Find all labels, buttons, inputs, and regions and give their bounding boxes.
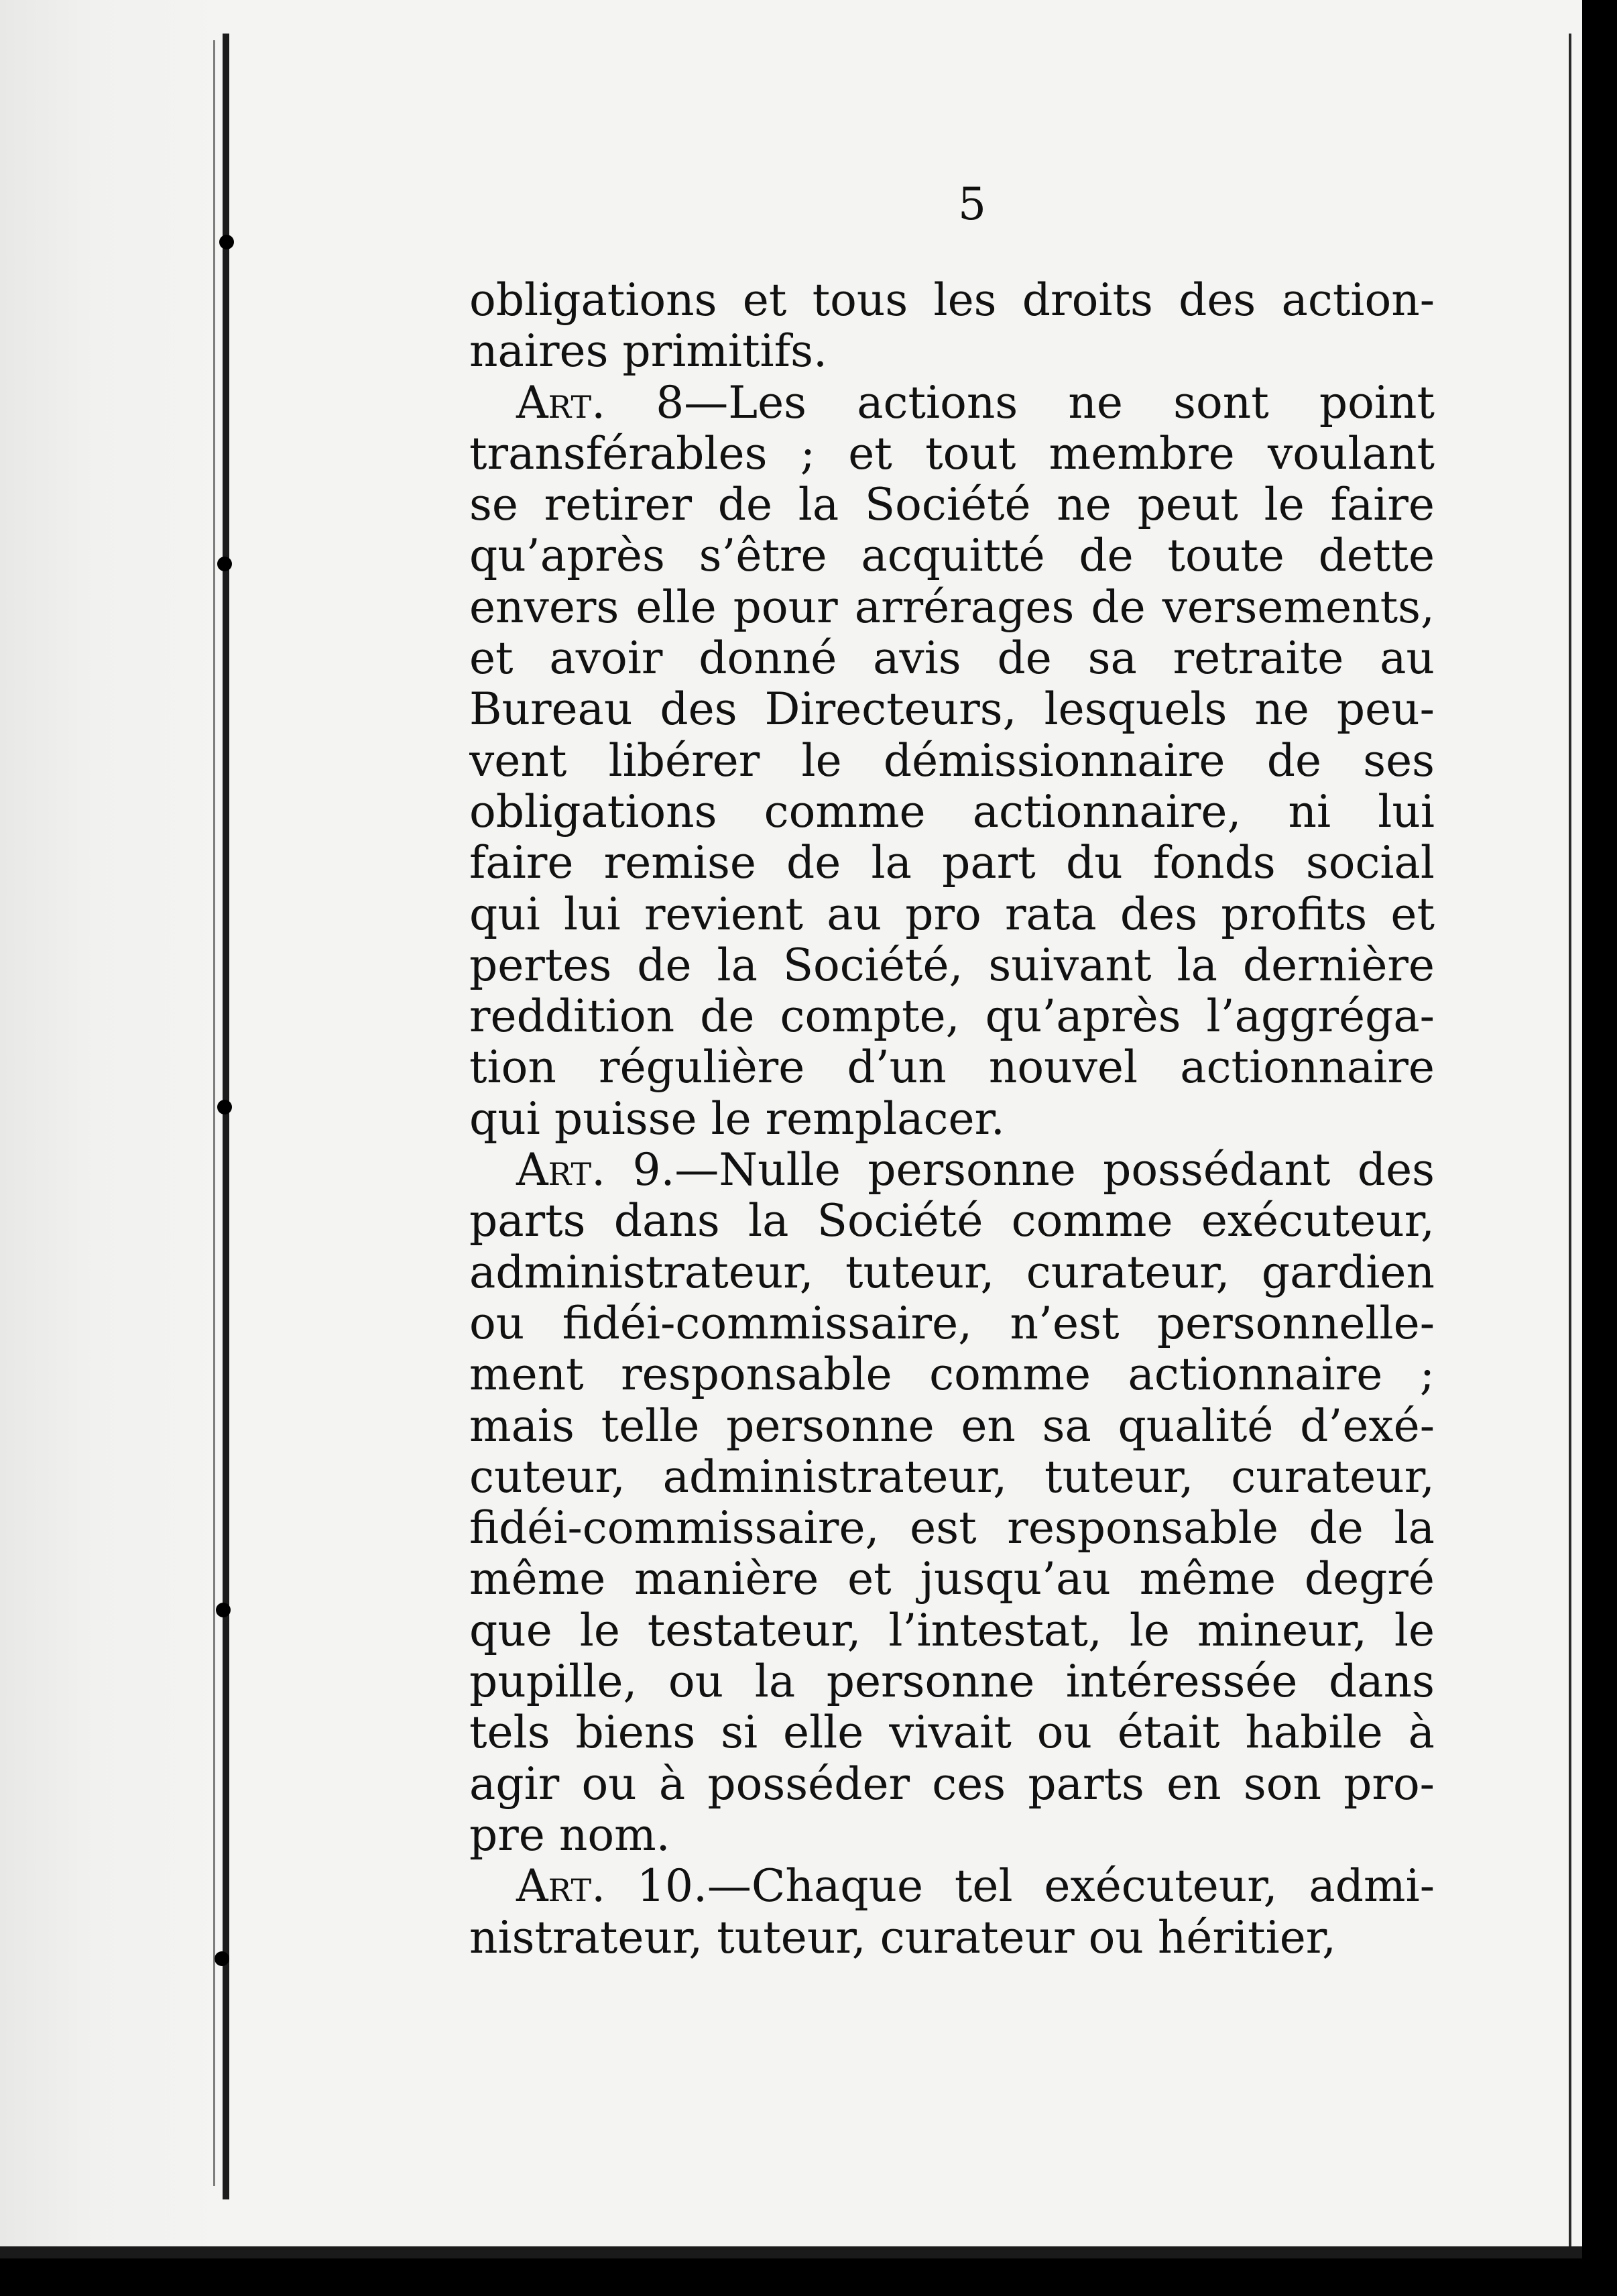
line-text: parts dans la Société comme exécuteur, <box>469 1196 1435 1247</box>
binding-stitch <box>217 557 232 571</box>
line-text: pre nom. <box>469 1809 670 1861</box>
text-line <box>469 940 1435 991</box>
text-line <box>469 1554 1435 1605</box>
article-label: Art. 8 <box>516 377 684 428</box>
binding-stitch <box>219 235 234 249</box>
text-line <box>469 1656 1435 1707</box>
page-bottom-edge <box>0 2246 1582 2258</box>
text-line <box>469 1759 1435 1810</box>
binding-spine <box>223 34 229 2199</box>
text-line <box>469 1605 1435 1656</box>
text-line <box>469 275 1435 326</box>
binding-stitch <box>217 1100 232 1114</box>
line-text: naires primitifs. <box>469 326 827 378</box>
binding-stitch <box>216 1603 231 1617</box>
text-line <box>469 1042 1435 1093</box>
text-line <box>469 1452 1435 1503</box>
text-line <box>469 838 1435 888</box>
line-text: ment responsable comme actionnaire ; <box>469 1349 1435 1401</box>
text-line <box>469 326 1435 377</box>
line-text: nistrateur, tuteur, curateur ou héritier, <box>469 1912 1337 1963</box>
line-text: se retirer de la Société ne peut le faire <box>469 479 1435 531</box>
line-text: qui puisse le remplacer. <box>469 1093 1005 1145</box>
binding-stitch <box>215 1951 229 1966</box>
line-text: vent libérer le démissionnaire de ses <box>469 735 1435 787</box>
text-line <box>469 1912 1435 1963</box>
line-text: —Les actions ne sont point <box>684 377 1435 428</box>
text-line <box>469 1298 1435 1349</box>
line-text: mais telle personne en sa qualité d’exé- <box>469 1400 1435 1452</box>
line-text: même manière et jusqu’au même degré <box>469 1554 1435 1605</box>
text-line <box>469 1094 1435 1145</box>
line-text: reddition de compte, qu’après l’aggréga- <box>469 991 1435 1043</box>
text-line <box>469 428 1435 479</box>
line-text: qu’après s’être acquitté de toute dette <box>469 530 1435 582</box>
line-text: tels biens si elle vivait ou était habile à <box>469 1707 1435 1759</box>
line-text: .—Nulle personne possédant des <box>660 1145 1435 1196</box>
line-text: et avoir donné avis de sa retraite au <box>469 633 1435 685</box>
article-heading-line <box>469 1145 1435 1196</box>
text-line <box>469 1810 1435 1861</box>
text-line <box>469 1349 1435 1400</box>
line-text: cuteur, administrateur, tuteur, curateur, <box>469 1451 1435 1503</box>
text-line <box>469 633 1435 684</box>
line-text: pupille, ou la personne intéressée dans <box>469 1656 1435 1708</box>
article-heading-line <box>469 1861 1435 1912</box>
binding-shadow-line <box>213 40 215 2186</box>
line-text: administrateur, tuteur, curateur, gardien <box>469 1247 1435 1298</box>
line-text: ou fidéi-commissaire, n’est personnelle- <box>469 1298 1435 1349</box>
line-text: qui lui revient au pro rata des profits et <box>469 888 1435 940</box>
line-text: .—Chaque tel exécuteur, admi- <box>693 1861 1435 1912</box>
line-text: Bureau des Directeurs, lesquels ne peu- <box>469 684 1435 736</box>
line-text: envers elle pour arrérages de versements, <box>469 581 1435 633</box>
text-line <box>469 530 1435 581</box>
text-line <box>469 1196 1435 1247</box>
line-text: obligations comme actionnaire, ni lui <box>469 786 1435 838</box>
line-text: tion régulière d’un nouvel actionnaire <box>469 1042 1435 1094</box>
page-number: 5 <box>958 178 986 230</box>
text-line <box>469 991 1435 1042</box>
body-text <box>469 275 1435 1963</box>
text-line <box>469 1401 1435 1452</box>
line-text: transférables ; et tout membre voulant <box>469 428 1435 479</box>
text-line <box>469 684 1435 735</box>
text-line <box>469 889 1435 940</box>
text-line <box>469 787 1435 838</box>
text-line <box>469 736 1435 787</box>
article-heading-line <box>469 378 1435 428</box>
line-text: obligations et tous les droits des action- <box>469 275 1435 326</box>
line-text: agir ou à posséder ces parts en son pro- <box>469 1758 1435 1810</box>
text-line <box>469 1707 1435 1758</box>
article-label: Art. 10 <box>516 1861 693 1912</box>
page-edge <box>1569 34 1571 2246</box>
binding-gutter <box>0 0 235 2258</box>
text-line <box>469 1247 1435 1298</box>
text-line <box>469 582 1435 633</box>
line-text: fidéi-commissaire, est responsable de la <box>469 1503 1435 1554</box>
line-text: pertes de la Société, suivant la dernière <box>469 939 1435 991</box>
article-label: Art. 9 <box>516 1145 661 1196</box>
line-text: que le testateur, l’intestat, le mineur, le <box>469 1605 1435 1656</box>
text-line <box>469 479 1435 530</box>
line-text: faire remise de la part du fonds social <box>469 838 1435 889</box>
text-line <box>469 1503 1435 1554</box>
